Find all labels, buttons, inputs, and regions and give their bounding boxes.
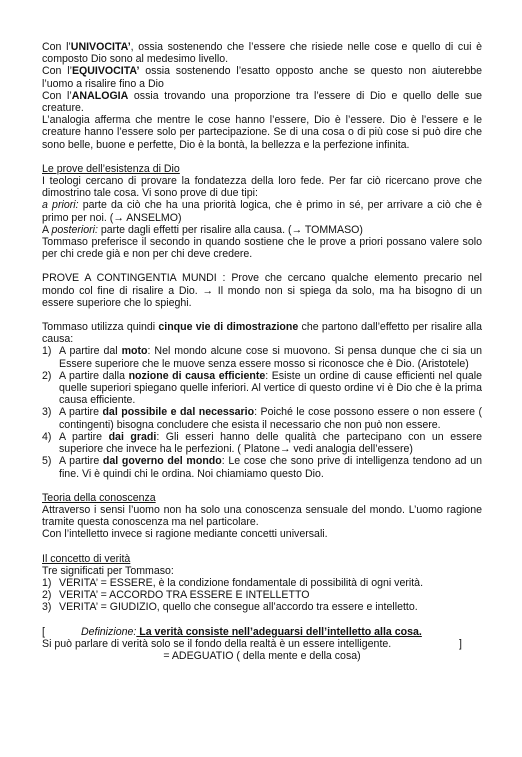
list-item-via-2: 2) A partire dalla nozione di causa efficiente: Esiste un ordine di cause efficienti nel quale quelle superiori spiegano quelle inferiori. Al vertice di questo ordine vi è Dio che è la prima causa efficiente. <box>42 369 482 407</box>
paragraph-a-posteriori: A posteriori: parte dagli effetti per risalire alla causa. (→ TOMMASO) <box>42 223 363 236</box>
list-item-via-1: 1) A partire dal moto: Nel mondo alcune cose si muovono. Si pensa dunque che ci sia un Essere superiore che le muove senza essere mosso si riconosce che è Dio. (Aristotele) <box>42 345 482 370</box>
paragraph-verita-intro: Tre significati per Tommaso: <box>42 564 174 577</box>
bracket-close: ] <box>459 637 462 650</box>
definition-condition: Si può parlare di verità solo se il fondo della realtà è un essere intelligente. ] <box>42 637 462 650</box>
paragraph-analogia-explained: L’analogia afferma che mentre le cose hanno l’essere, Dio è l’essere. Dio è l’essere e le creature hanno l’essere solo per partecipazione. Se di una cosa o di più cose si può dire che sono belle, buone e perfette, Dio è la bontà, la bellezza e la perfezione infinita. <box>42 114 482 151</box>
list-significati-verita <box>42 577 482 614</box>
paragraph-prove-intro: I teologi cercano di provare la fondatezza della loro fede. Per far ciò ricercano prove che dimostrino tale cosa. Vi sono prove di due tipi: <box>42 175 482 200</box>
paragraph-cinque-vie-intro: Tommaso utilizza quindi cinque vie di dimostrazione che partono dall’effetto per risalire alla causa: <box>42 321 482 346</box>
heading-conoscenza: Teoria della conoscenza <box>42 491 156 504</box>
term-univocita: UNIVOCITA’ <box>70 41 131 53</box>
term-analogia: ANALOGIA <box>71 89 129 102</box>
list-item-via-5: 5) A partire dal governo del mondo: Le cose che sono prive di intelligenza tendono ad un fine. Vi è quindi chi le ordina. Noi chiamiamo questo Dio. <box>42 455 482 480</box>
paragraph-a-priori: a priori: parte da ciò che ha una priorità logica, che è primo in sé, per arrivare a ciò che è primo per noi. (→ ANSELMO) <box>42 199 483 224</box>
definition-line <box>42 626 482 638</box>
definition-adeguatio: = ADEGUATIO ( della mente e della cosa) <box>163 649 361 662</box>
paragraph-conoscenza-intelletto: Con l’intelletto invece si ragione mediante concetti universali. <box>42 528 328 541</box>
term-equivocita: EQUIVOCITA’ <box>71 65 140 78</box>
list-cinque-vie <box>42 345 482 479</box>
heading-prove: Le prove dell’esistenza di Dio <box>42 162 180 175</box>
list-item-verita-1: 1) VERITA’ = ESSERE, è la condizione fondamentale di possibilità di ogni verità. <box>42 576 424 589</box>
paragraph-conoscenza-sensi: Attraverso i sensi l’uomo non ha solo una conoscenza sensuale del mondo. L’uomo ragione tramite questa conoscenza ma nel particolare. <box>42 503 482 529</box>
list-item-via-3: 3) A partire dal possibile e dal necessario: Poiché le cose possono essere o non essere ( contingenti) bisogna concludere che esista il necessario che non può non essere. <box>42 406 482 431</box>
paragraph-univocita: Con l’UNIVOCITA’, ossia sostenendo che l’essere che risiede nelle cose e quello di cui è composto Dio sono al medesimo livello. <box>42 41 482 66</box>
definition-label: Definizione: <box>80 625 137 638</box>
list-item-via-4: 4) A partire dai gradi: Gli esseri hanno delle qualità che partecipano con un essere superiore che invece ha le perfezioni. ( Platone→ vedi analogia dell’essere) <box>42 430 482 456</box>
paragraph-contingentia-mundi: PROVE A CONTINGENTIA MUNDI : Prove che cercano qualche elemento precario nel mondo col fine di risalire a Dio. → Il mondo non si spiega da solo, ma ha bisogno di un essere superiore che lo spieghi. <box>42 272 482 309</box>
heading-verita: Il concetto di verità <box>42 552 131 565</box>
list-item-verita-3: 3) VERITA’ = GIUDIZIO, quello che consegue all’accordo tra essere e intelletto. <box>42 601 418 614</box>
term-cinque-vie: cinque vie di dimostrazione <box>158 321 299 334</box>
paragraph-equivocita: Con l’EQUIVOCITA’ ossia sostenendo l’esatto opposto anche se questo non aiuterebbe l’uomo a risalire fino a Dio <box>42 65 482 90</box>
bracket-open: [ <box>42 625 45 638</box>
definition-text: La verità consiste nell’adeguarsi dell’intelletto alla cosa. <box>136 625 422 638</box>
list-item-verita-2: 2) VERITA’ = ACCORDO TRA ESSERE E INTELLETTO <box>42 589 310 602</box>
paragraph-tommaso-preferisce: Tommaso preferisce il secondo in quando sostiene che le prove a priori possano valere solo per chi crede già e non per chi deve credere. <box>42 236 482 261</box>
paragraph-analogia: Con l’ANALOGIA ossia trovando una proporzione tra l’essere di Dio e quello delle sue creature. <box>42 89 482 115</box>
